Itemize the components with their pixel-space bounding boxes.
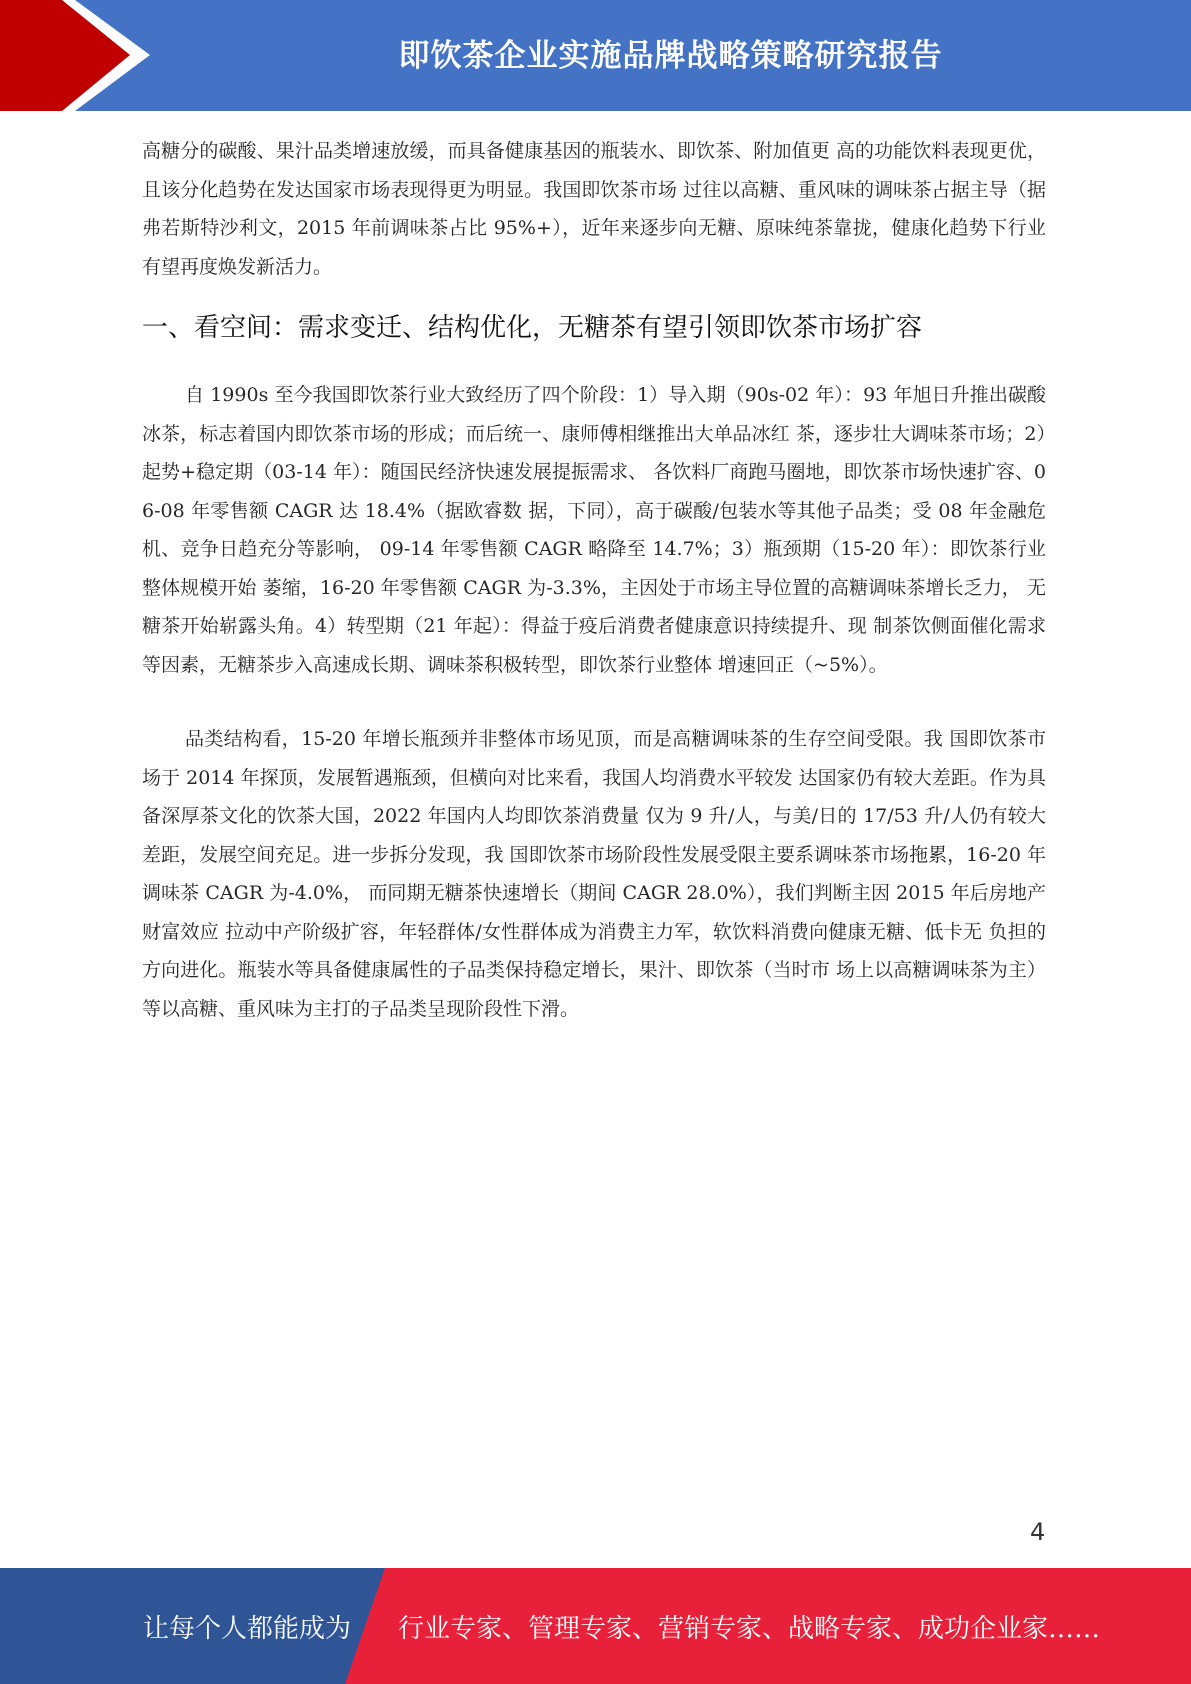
page-footer [0,1568,1191,1684]
page-header [0,0,1191,111]
page-number: 4 [1030,1518,1046,1546]
footer-slogan-left: 让每个人都能成为 [143,1613,352,1644]
paragraph-spacer [142,684,1046,720]
report-title: 即饮茶企业实施品牌战略策略研究报告 [398,37,943,74]
body-paragraph-2: 品类结构看，15-20 年增长瓶颈并非整体市场见顶，而是高糖调味茶的生存空间受限。我 国即饮茶市场于 2014 年探顶，发展暂遇瓶颈，但横向对比来看，我国人均消费水平较发 达国家仍有较大差距。作为具备深厚茶文化的饮茶大国，2022 年国内人均即饮茶消费量 仅为 9 升/人，与美/日的 17/53 升/人仍有较大差距，发展空间充足。进一步拆分发现，我 国即饮茶市场阶段性发展受限主要系调味茶市场拖累，16-20 年调味茶 CAGR 为-4.0%， 而同期无糖茶快速增长（期间 CAGR 28.0%），我们判断主因 2015 年后房地产财富效应 拉动中产阶级扩容，年轻群体/女性群体成为消费主力军，软饮料消费向健康无糖、低卡无 负担的方向进化。瓶装水等具备健康属性的子品类保持稳定增长，果汁、即饮茶（当时市 场上以高糖调味茶为主）等以高糖、重风味为主打的子品类呈现阶段性下滑。 [142,728,1046,1020]
arrow-decoration-icon [0,0,160,111]
footer-slogan-right: 行业专家、管理专家、营销专家、战略专家、成功企业家…… [398,1613,1101,1644]
body-paragraph-1: 自 1990s 至今我国即饮茶行业大致经历了四个阶段：1）导入期（90s-02 年）：93 年旭日升推出碳酸冰茶，标志着国内即饮茶市场的形成；而后统一、康师傅相继推出大单品冰红 茶，逐步壮大调味茶市场；2）起势+稳定期（03-14 年）：随国民经济快速发展提振需求、 各饮料厂商跑马圈地，即饮茶市场快速扩容、06-08 年零售额 CAGR 达 18.4%（据欧睿数 据，下同），高于碳酸/包装水等其他子品类；受 08 年金融危机、竞争日趋充分等影响， 09-14 年零售额 CAGR 略降至 14.7%；3）瓶颈期（15-20 年）：即饮茶行业整体规模开始 萎缩，16-20 年零售额 CAGR 为-3.3%，主因处于市场主导位置的高糖调味茶增长乏力， 无糖茶开始崭露头角。4）转型期（21 年起）：得益于疫后消费者健康意识持续提升、现 制茶饮侧面催化需求等因素，无糖茶步入高速成长期、调味茶积极转型，即饮茶行业整体 增速回正（~5%）。 [142,384,1046,676]
intro-paragraph: 高糖分的碳酸、果汁品类增速放缓，而具备健康基因的瓶装水、即饮茶、附加值更 高的功能饮料表现更优，且该分化趋势在发达国家市场表现得更为明显。我国即饮茶市场 过往以高糖、重风味的调味茶占据主导（据弗若斯特沙利文，2015 年前调味茶占比 95%+），近年来逐步向无糖、原味纯茶靠拢，健康化趋势下行业有望再度焕发新活力。 [142,140,1046,278]
main-content [142,132,1046,1028]
section-heading: 一、看空间：需求变迁、结构优化，无糖茶有望引领即饮茶市场扩容 [142,313,923,343]
